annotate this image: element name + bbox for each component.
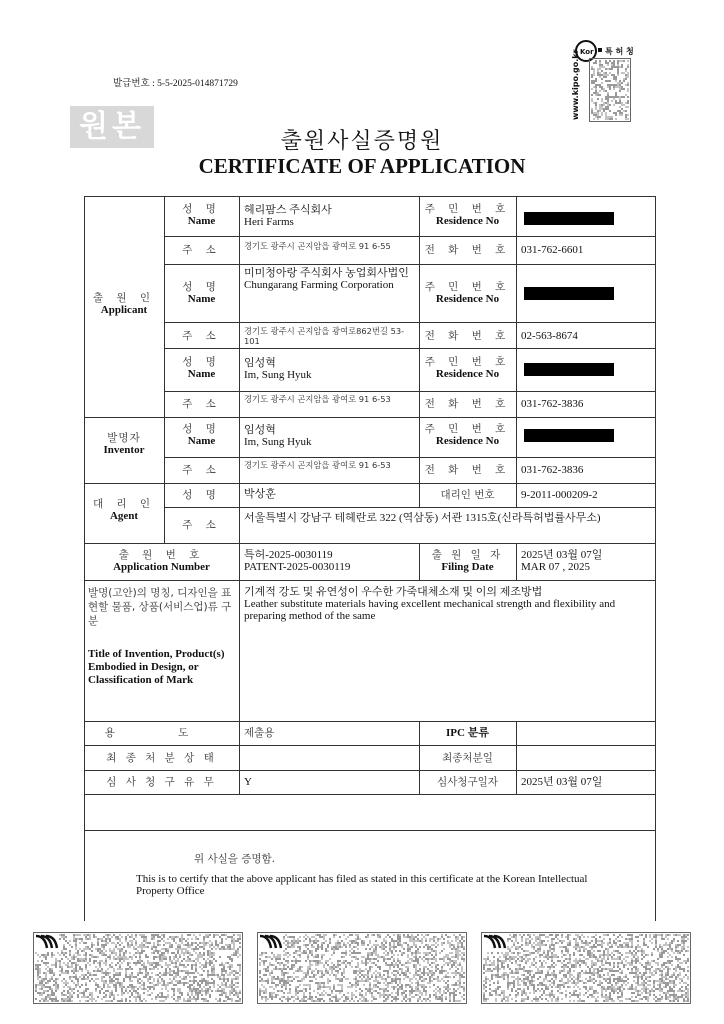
address-label: 주 소 [182,519,221,531]
filing-date: 2025년 03월 07일 MAR 07 , 2025 [521,549,603,573]
name-label: 성 명 Name [182,203,221,227]
invention-title-label-en: Title of Invention, Product(s) Embodied in Design, or Classification of Mark [88,648,225,686]
name-label: 성 명 [182,489,221,501]
verification-code-3 [481,932,691,1004]
final-date-label: 최종처분일 [442,752,493,764]
filing-date-label: 출 원 일 자 Filing Date [431,549,504,573]
redacted-residence-number [524,429,614,442]
exam-date: 2025년 03월 07일 [521,776,603,788]
address-label: 주 소 [182,330,221,342]
use-label: 용 도 [104,727,219,739]
redacted-residence-number [524,212,614,225]
applicant-2-name: 미미청아랑 주식회사 농업회사법인 Chungarang Farming Corporation [244,267,409,291]
title-english: CERTIFICATE OF APPLICATION [198,154,526,178]
issue-number: 발급번호 : 5-5-2025-014871729 [113,79,238,89]
verification-code-1 [33,932,243,1004]
inventor-phone: 031-762-3836 [521,464,584,476]
address-label: 주 소 [182,464,221,476]
agent-address: 서울특별시 강남구 테헤란로 322 (역삼동) 서관 1315호(신라특허법률사무소) [244,512,601,524]
original-stamp: 원본 [70,106,154,148]
invention-title-label-ko: 발명(고안)의 명칭, 디자인을 표현할 물품, 상품(서비스업)류 구분 [88,587,232,627]
agent-number-label: 대리인 번호 [440,489,495,501]
inventor-address: 경기도 광주시 곤지암읍 광여로 91 6-53 [244,460,391,470]
exam-request: Y [244,776,252,788]
qr-code [589,58,631,122]
ipc-label: IPC 분류 [446,727,489,739]
applicant-3-address: 경기도 광주시 곤지암읍 광여로 91 6-53 [244,394,391,404]
applicant-1-address: 경기도 광주시 곤지암읍 광여로 91 6-55 [244,241,391,251]
residence-label: 주 민 번 호 Residence No [424,356,511,380]
applicant-2-phone: 02-563-8674 [521,330,578,342]
name-label: 성 명 Name [182,356,221,380]
residence-label: 주 민 번 호 Residence No [424,203,511,227]
name-label: 성 명 Name [182,423,221,447]
applicant-1-phone: 031-762-6601 [521,244,584,256]
svg-text:Kor: Kor [580,48,594,56]
applicant-label: 출 원 인 Applicant [92,292,156,316]
certificate-form [84,196,656,921]
verification-code-2 [257,932,467,1004]
agent-number: 9-2011-000209-2 [521,489,598,501]
address-label: 주 소 [182,398,221,410]
inventor-label: 발명자 Inventor [103,432,145,456]
residence-label: 주 민 번 호 Residence No [424,423,511,447]
certify-statement-en: This is to certify that the above applicant has filed as stated in this certificate at the Korean Intellectual Property Office [136,873,588,897]
application-number-label: 출 원 번 호 Application Number [113,549,210,573]
phone-label: 전 화 번 호 [424,398,511,410]
redacted-residence-number [524,287,614,300]
certify-statement-ko: 위 사실을 증명함. [194,853,276,865]
name-label: 성 명 Name [182,281,221,305]
exam-request-label: 심 사 청 구 유 무 [106,776,217,788]
inventor-name: 임성혁 Im, Sung Hyuk [244,424,312,448]
applicant-3-phone: 031-762-3836 [521,398,584,410]
exam-date-label: 심사청구일자 [437,776,498,788]
applicant-1-name: 헤리팜스 주식회사 Heri Farms [244,204,332,228]
agent-label: 대 리 인 Agent [92,498,156,522]
application-number: 특허-2025-0030119 PATENT-2025-0030119 [244,549,351,573]
applicant-2-address: 경기도 광주시 곤지암읍 광여로862번길 53-101 [244,326,405,346]
svg-text:특 허 청: 특 허 청 [605,47,634,56]
redacted-residence-number [524,363,614,376]
title-korean: 출원사실증명원 [280,129,444,154]
phone-label: 전 화 번 호 [424,464,511,476]
use-value: 제출용 [244,727,275,739]
final-status-label: 최 종 처 분 상 태 [106,752,217,764]
agent-name: 박상훈 [244,488,276,500]
phone-label: 전 화 번 호 [424,330,511,342]
invention-title: 기계적 강도 및 유연성이 우수한 가죽대체소재 및 이의 제조방법 Leather substitute materials having excellent mechanical strength and flexibility and preparing method of the same [244,586,616,622]
residence-label: 주 민 번 호 Residence No [424,281,511,305]
phone-label: 전 화 번 호 [424,244,511,256]
kipo-url: www.kipo.go.kr [571,49,580,120]
address-label: 주 소 [182,244,221,256]
applicant-3-name: 임성혁 Im, Sung Hyuk [244,357,312,381]
